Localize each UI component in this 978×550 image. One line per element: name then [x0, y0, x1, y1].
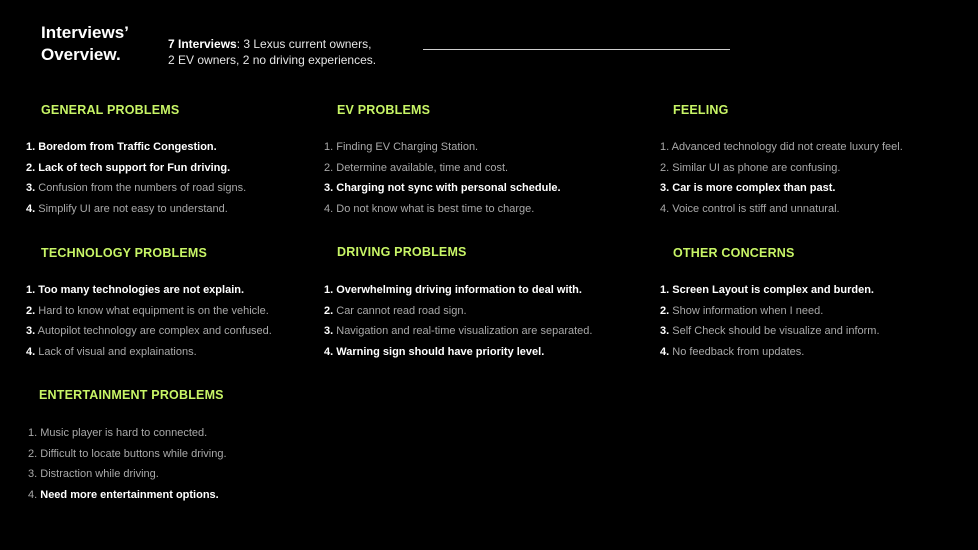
header-divider [423, 49, 730, 50]
interview-summary [168, 36, 376, 68]
list-item: 4. Simplify UI are not easy to understand. [26, 202, 228, 215]
list-item: 2. Similar UI as phone are confusing. [660, 161, 841, 174]
section-entertainment-problems [28, 388, 227, 501]
list-item: 3. Distraction while driving. [28, 468, 159, 480]
list-item: 4. Warning sign should have priority level. [324, 345, 545, 358]
section-title: FEELING [673, 103, 729, 117]
section-ev-problems [324, 103, 561, 215]
problem-list [660, 280, 880, 362]
intro-line-2: 2 EV owners, 2 no driving experiences. [168, 53, 377, 67]
section-title: DRIVING PROBLEMS [337, 245, 467, 259]
list-item: 4. Voice control is stiff and unnatural. [660, 202, 840, 215]
problem-list [28, 423, 227, 505]
problem-list [26, 137, 246, 219]
list-item: 2. Hard to know what equipment is on the vehicle. [26, 304, 269, 317]
section-feeling [660, 103, 903, 215]
list-item: 1. Advanced technology did not create luxury feel. [660, 141, 903, 153]
list-item: 4. Do not know what is best time to charge. [324, 202, 535, 215]
list-item: 1. Too many technologies are not explain. [26, 284, 245, 296]
title-line-1: Interviews’ [41, 23, 129, 42]
list-item: 3. Car is more complex than past. [660, 182, 836, 194]
page-title [41, 22, 129, 66]
problem-list [324, 137, 561, 219]
list-item: 2. Lack of tech support for Fun driving. [26, 161, 231, 174]
problem-list [324, 280, 592, 362]
list-item: 2. Car cannot read road sign. [324, 304, 467, 317]
section-title: OTHER CONCERNS [673, 246, 795, 260]
section-driving-problems [324, 245, 593, 358]
problem-list [26, 280, 272, 362]
list-item: 3. Navigation and real-time visualization are separated. [324, 325, 593, 337]
intro-line-1: : 3 Lexus current owners, [236, 37, 372, 51]
list-item: 2. Show information when I need. [660, 304, 824, 317]
list-item: 2. Difficult to locate buttons while driving. [28, 447, 227, 460]
section-other-concerns [660, 246, 880, 358]
list-item: 1. Finding EV Charging Station. [324, 141, 479, 153]
section-title: GENERAL PROBLEMS [41, 103, 180, 117]
list-item: 3. Confusion from the numbers of road signs. [26, 182, 247, 194]
section-title: EV PROBLEMS [337, 103, 431, 117]
section-title: ENTERTAINMENT PROBLEMS [39, 388, 224, 402]
list-item: 4. Need more entertainment options. [28, 488, 219, 501]
list-item: 1. Overwhelming driving information to deal with. [324, 284, 582, 296]
title-line-2: Overview. [41, 45, 121, 64]
problem-list [660, 137, 903, 219]
section-technology-problems [26, 246, 272, 358]
list-item: 3. Self Check should be visualize and inform. [660, 325, 880, 337]
section-general-problems [26, 103, 247, 215]
list-item: 3. Autopilot technology are complex and confused. [26, 325, 272, 337]
list-item: 2. Determine available, time and cost. [324, 161, 509, 174]
list-item: 3. Charging not sync with personal schedule. [324, 182, 561, 194]
list-item: 4. Lack of visual and explainations. [26, 345, 197, 358]
list-item: 1. Music player is hard to connected. [28, 427, 208, 439]
list-item: 1. Screen Layout is complex and burden. [660, 284, 874, 296]
interview-count: 7 Interviews [168, 37, 237, 51]
list-item: 1. Boredom from Traffic Congestion. [26, 141, 217, 153]
section-title: TECHNOLOGY PROBLEMS [41, 246, 208, 260]
list-item: 4. No feedback from updates. [660, 345, 805, 358]
